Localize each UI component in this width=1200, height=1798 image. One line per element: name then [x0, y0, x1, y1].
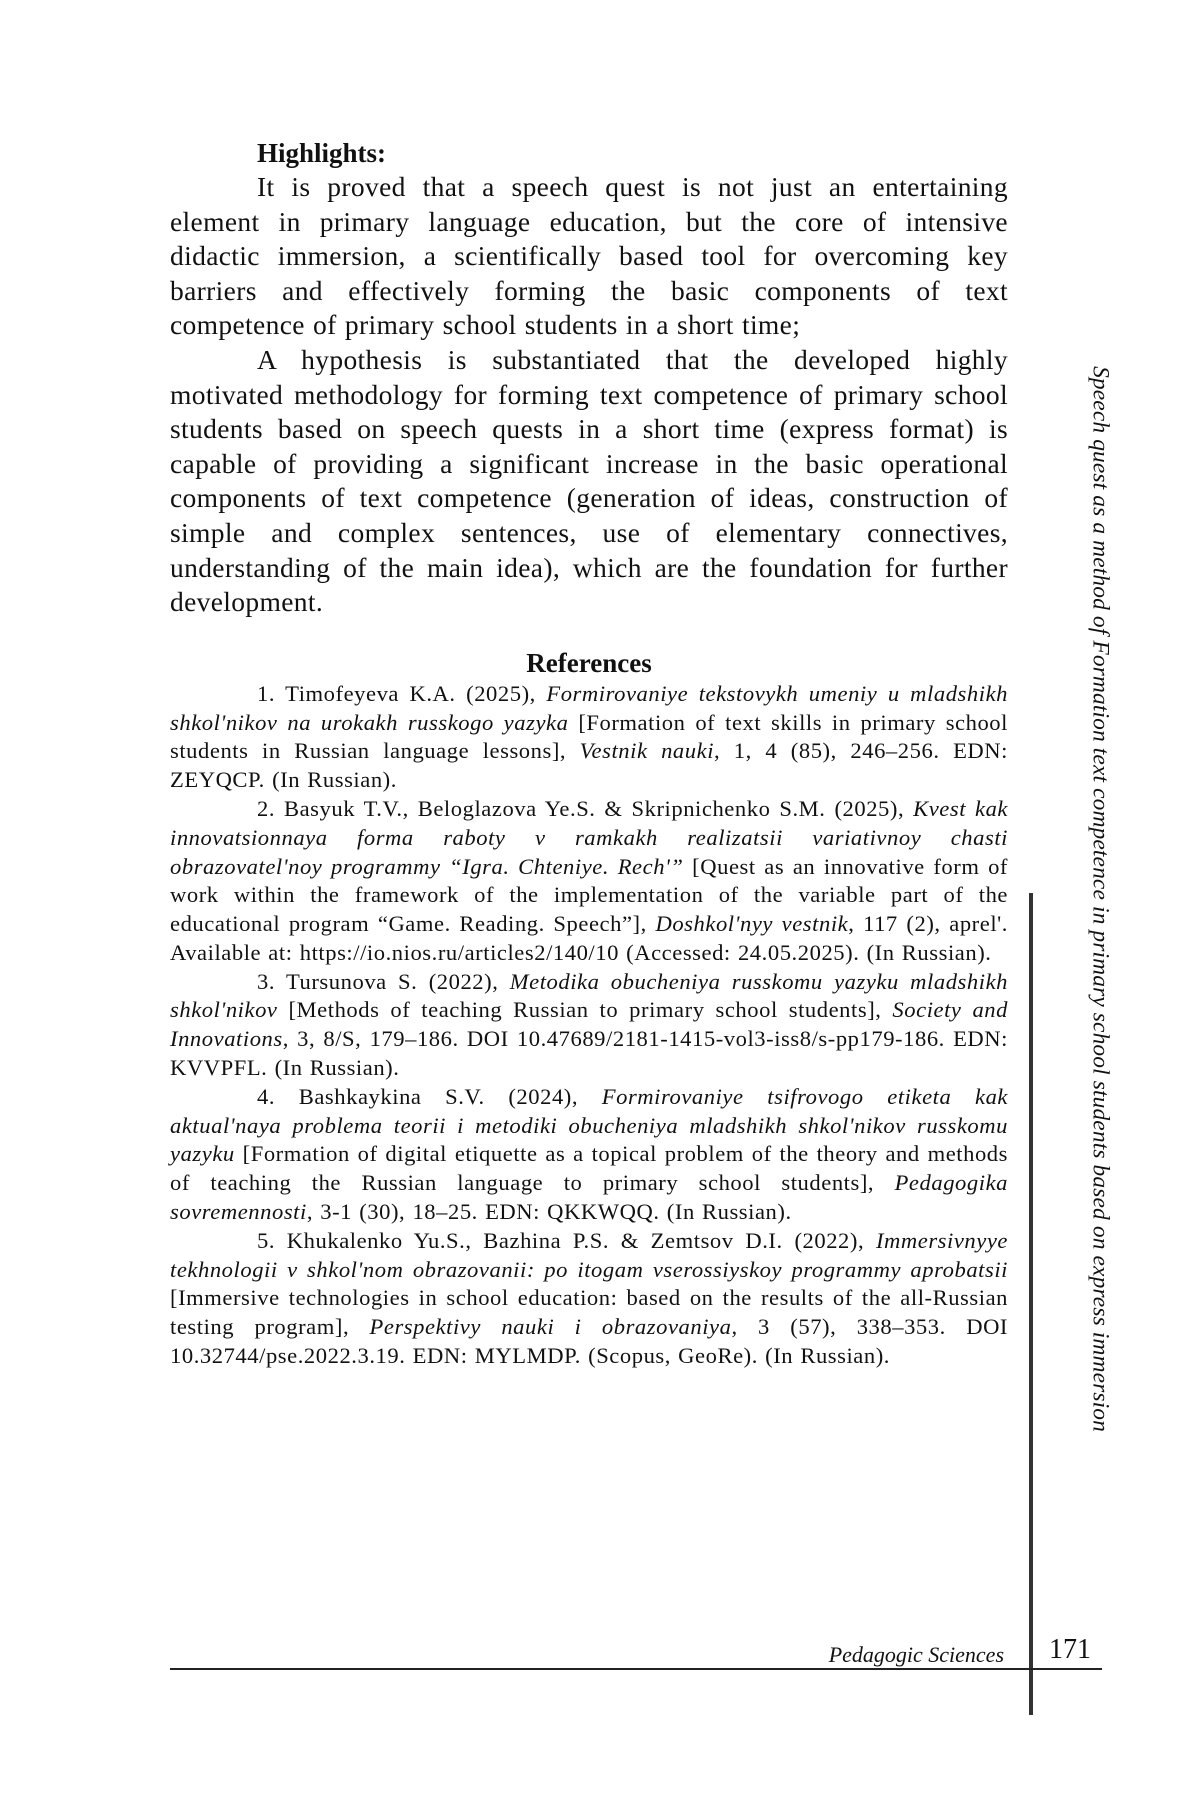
references-heading: References [170, 646, 1008, 680]
reference-text: [Methods of teaching Russian to primary school students], [278, 997, 893, 1022]
references-list [170, 680, 1008, 1371]
reference-text: 5. Khukalenko Yu.S., Bazhina P.S. & Zemtsov D.I. (2022), [257, 1228, 876, 1253]
highlight-paragraph-2: A hypothesis is substantiated that the developed highly motivated methodology for forming text competence of primary school students based on speech quests in a short time (express format) is capable of providing a significant increase in the basic operational components of text competence (generation of ideas, construction of simple and complex sentences, use of elementary connectives, understanding of the main idea), which are the foundation for further development. [170, 343, 1008, 620]
reference-italic-text: Immersivnyye tekhnologii v shkol'nom obrazovanii: po itogam vserossiyskoy programmy aprobatsii [170, 1228, 1008, 1282]
reference-item [170, 1083, 1008, 1227]
highlight-paragraph-1: It is proved that a speech quest is not just an entertaining element in primary language education, but the core of intensive didactic immersion, a scientifically based tool for overcoming key barriers and effectively forming the basic components of text competence of primary school students in a short time; [170, 170, 1008, 343]
reference-italic-text: Metodika obucheniya russkomu yazyku mladshikh shkol'nikov [170, 969, 1008, 1023]
article-body [170, 136, 1008, 1371]
reference-text: [Formation of text skills in primary school students in Russian language lessons], [170, 710, 1008, 764]
reference-item [170, 968, 1008, 1083]
reference-text: 1. Timofeyeva K.A. (2025), [257, 681, 546, 706]
reference-italic-text: Pedagogika sovremennosti [170, 1170, 1008, 1224]
reference-italic-text: Society and Innovations [170, 997, 1008, 1051]
reference-text: [Immersive technologies in school education: based on the results of the all-Russian testing program], [170, 1285, 1008, 1339]
reference-item [170, 795, 1008, 968]
reference-text: 3. Tursunova S. (2022), [257, 969, 510, 994]
reference-item [170, 680, 1008, 795]
reference-italic-text: Perspektivy nauki i obrazovaniya [370, 1314, 732, 1339]
journal-section-label: Pedagogic Sciences [829, 1642, 1004, 1668]
running-title: Speech quest as a method of Formation text competence in primary school students based on express immersion [1087, 366, 1114, 1432]
reference-text: , 117 (2), aprel'. Available at: https://io.nios.ru/articles2/140/10 (Accessed: 24.05.2025). (In Russian). [170, 911, 1008, 965]
vertical-divider [1029, 893, 1033, 1715]
reference-item [170, 1227, 1008, 1371]
reference-text: , 3, 8/S, 179–186. DOI 10.47689/2181-1415-vol3-iss8/s-pp179-186. EDN: KVVPFL. (In Russian). [170, 1026, 1008, 1080]
reference-text: 2. Basyuk T.V., Beloglazova Ye.S. & Skripnichenko S.M. (2025), [257, 796, 913, 821]
reference-italic-text: Formirovaniye tekstovykh umeniy u mladshikh shkol'nikov na urokakh russkogo yazyka [170, 681, 1008, 735]
reference-text: , 3 (57), 338–353. DOI 10.32744/pse.2022.3.19. EDN: MYLMDP. (Scopus, GeoRe). (In Russian). [170, 1314, 1008, 1368]
reference-italic-text: Kvest kak innovatsionnaya forma raboty v ramkakh realizatsii variativnoy chasti obrazovatel'noy programmy “Igra. Chteniye. Rech'” [170, 796, 1008, 879]
reference-italic-text: Formirovaniye tsifrovogo etiketa kak aktual'naya problema teorii i metodiki obucheniya mladshikh shkol'nikov russkomu yazyku [170, 1084, 1008, 1167]
reference-text: 4. Bashkaykina S.V. (2024), [257, 1084, 602, 1109]
reference-text: , 1, 4 (85), 246–256. EDN: ZEYQCP. (In Russian). [170, 738, 1008, 792]
reference-italic-text: Doshkol'nyy vestnik [655, 911, 848, 936]
reference-text: [Quest as an innovative form of work within the framework of the implementation of the variable part of the educational program “Game. Reading. Speech”], [170, 854, 1008, 937]
highlights-heading: Highlights: [257, 136, 1008, 170]
page-number: 171 [1049, 1634, 1091, 1666]
reference-text: [Formation of digital etiquette as a topical problem of the theory and methods of teaching the Russian language to primary school students], [170, 1141, 1008, 1195]
reference-text: , 3-1 (30), 18–25. EDN: QKKWQQ. (In Russian). [307, 1199, 792, 1224]
reference-italic-text: Vestnik nauki [580, 738, 714, 763]
footer-rule [170, 1668, 1102, 1670]
